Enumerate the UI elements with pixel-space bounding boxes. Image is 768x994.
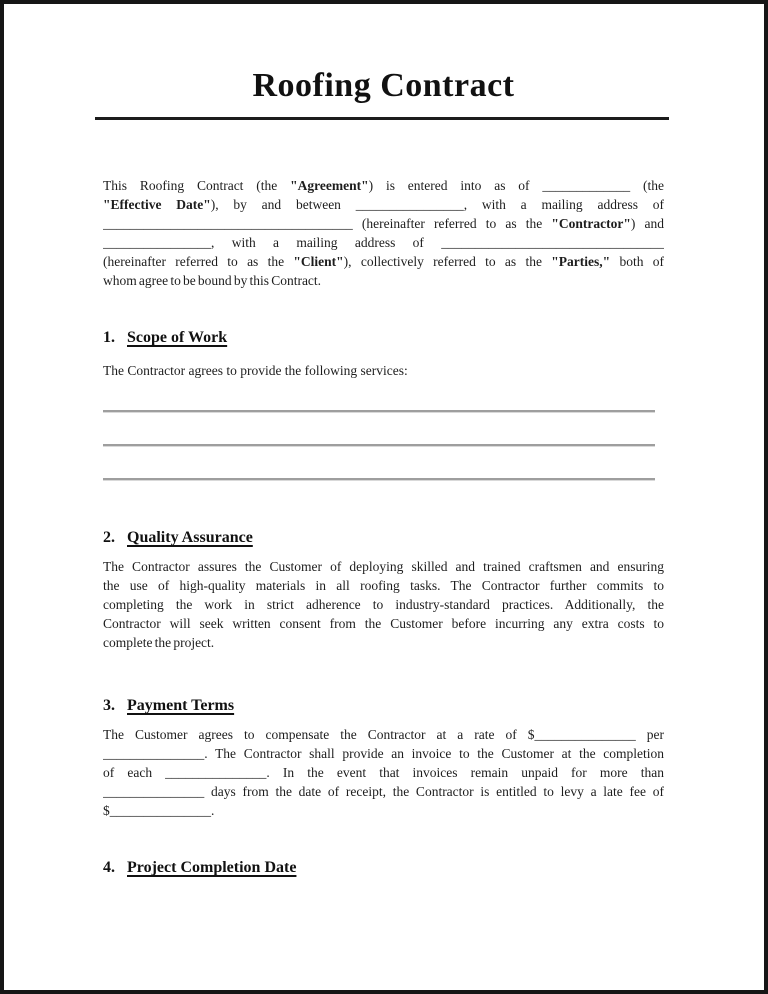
scope-fill-in-area <box>103 410 664 480</box>
title-rule <box>95 117 669 120</box>
section-title: Quality Assurance <box>127 529 253 546</box>
fill-in-line <box>103 444 655 446</box>
fill-in-line <box>103 410 655 412</box>
text-run: of each _______________. In the event that invoices remain unpaid for more than <box>103 765 664 780</box>
paragraph-line <box>103 801 664 820</box>
paragraph-line <box>103 252 664 271</box>
paragraph-line <box>103 214 664 233</box>
paragraph-line <box>103 233 664 252</box>
paragraph-line <box>103 744 664 763</box>
section-heading-payment-terms <box>103 696 664 715</box>
document-title: Roofing Contract <box>252 67 515 104</box>
section-number: 4. <box>103 859 115 876</box>
paragraph-line <box>103 614 664 633</box>
section-heading-project-completion-date <box>103 858 664 877</box>
text-run: ), by and between ________________, with a mailing address of <box>210 197 664 212</box>
paragraph-line <box>103 595 664 614</box>
text-run: $_______________. <box>103 803 215 818</box>
text-run: _____________________________________ (hereinafter referred to as the <box>103 216 552 231</box>
text-run: whom agree to be bound by this Contract. <box>103 273 322 288</box>
section-title: Scope of Work <box>127 329 228 346</box>
text-run: the use of high-quality materials in all roofing tasks. The Contractor further commits to <box>103 578 664 593</box>
section-number: 3. <box>103 697 115 714</box>
paragraph-line <box>103 763 664 782</box>
bold-text-run: "Agreement" <box>290 178 369 193</box>
paragraph-line <box>103 557 664 576</box>
section-number: 1. <box>103 329 115 346</box>
text-run: complete the project. <box>103 635 215 650</box>
text-run: This Roofing Contract (the <box>103 178 291 193</box>
text-run: Contractor will seek written consent from the Customer before incurring any extra costs to <box>103 616 664 631</box>
paragraph-line <box>103 633 664 652</box>
bold-text-run: "Parties," <box>551 254 611 269</box>
payment-terms-paragraph <box>103 725 664 820</box>
text-run: The Customer agrees to compensate the Contractor at a rate of $_______________ per <box>103 727 664 742</box>
text-run: ) and <box>630 216 664 231</box>
section-heading-scope-of-work <box>103 328 664 347</box>
text-run: (hereinafter referred to as the <box>103 254 294 269</box>
text-run: _______________ days from the date of receipt, the Contractor is entitled to levy a late fee of <box>103 784 664 799</box>
text-run: ) is entered into as of _____________ (the <box>368 178 664 193</box>
paragraph-line <box>103 782 664 801</box>
scope-lead-text: The Contractor agrees to provide the following services: <box>103 363 408 378</box>
text-run: completing the work in strict adherence to industry-standard practices. Additionally, the <box>103 597 664 612</box>
text-run: ), collectively referred to as the <box>343 254 552 269</box>
section-heading-quality-assurance <box>103 528 664 547</box>
text-run: both of <box>610 254 664 269</box>
paragraph-line <box>103 195 664 214</box>
section-title: Project Completion Date <box>127 859 297 876</box>
text-run: The Contractor assures the Customer of deploying skilled and trained craftsmen and ensuring <box>103 559 664 574</box>
text-run: ________________, with a mailing address of _________________________________ <box>103 235 664 250</box>
quality-assurance-paragraph <box>103 557 664 652</box>
paragraph-line <box>103 725 664 744</box>
paragraph-line <box>103 176 664 195</box>
bold-text-run: "Client" <box>293 254 344 269</box>
bold-text-run: "Contractor" <box>551 216 631 231</box>
text-run: _______________. The Contractor shall provide an invoice to the Customer at the completion <box>103 746 664 761</box>
paragraph-line <box>103 271 664 290</box>
bold-text-run: "Effective Date" <box>103 197 211 212</box>
section-title: Payment Terms <box>127 697 235 714</box>
section-number: 2. <box>103 529 115 546</box>
intro-paragraph <box>103 176 664 290</box>
paragraph-line <box>103 576 664 595</box>
fill-in-line <box>103 478 655 480</box>
